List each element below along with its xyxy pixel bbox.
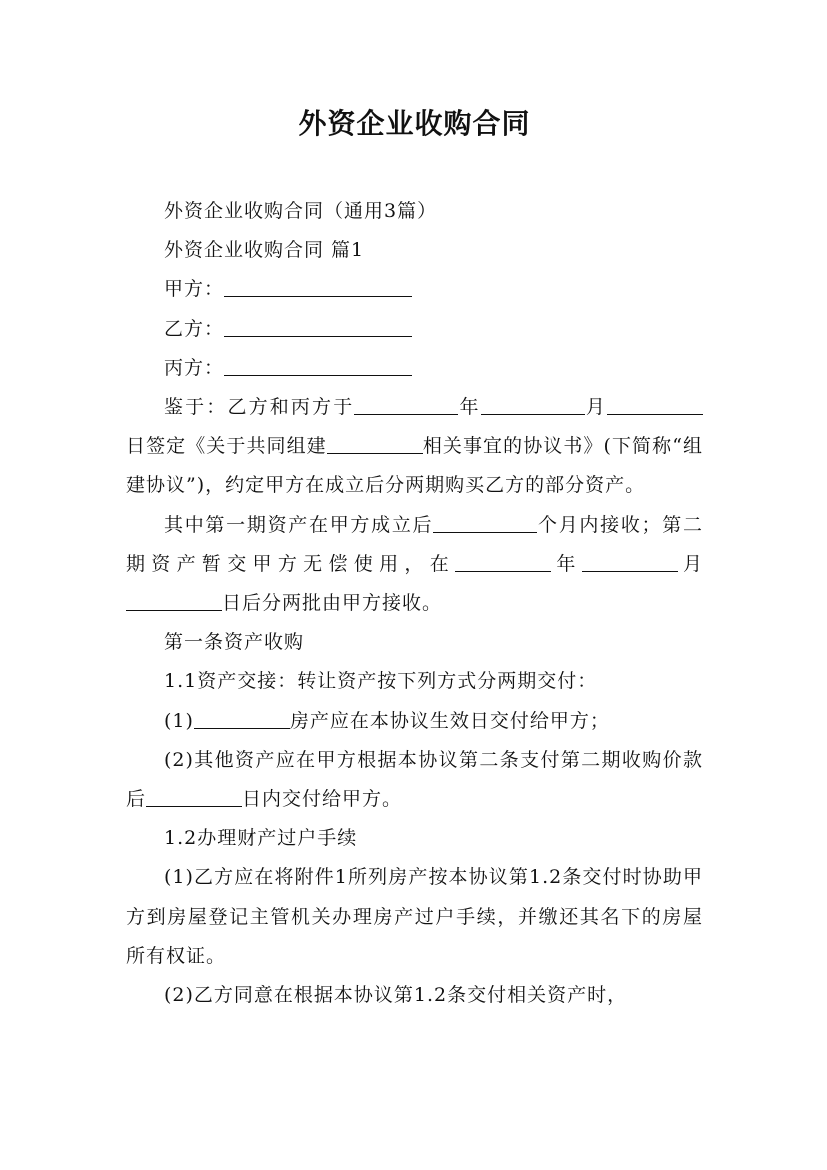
item-1-prefix: (1) xyxy=(164,709,194,732)
recital-text-5: 相关事宜的协议书》(下简称“组建协议”)，约定甲方在成立后分两期购买乙方的部分资产。 xyxy=(126,435,703,497)
item-2-text-1: (2)其他资产应在甲方根据本协议第二条支付第二期收购价款后 xyxy=(126,748,703,811)
item-2-text-2: 日内交付给甲方。 xyxy=(242,788,403,811)
party-b-line xyxy=(126,310,703,349)
paragraph-phases xyxy=(126,506,703,624)
party-a-label: 甲方： xyxy=(164,278,225,301)
item-1-blank xyxy=(194,708,290,729)
phases-text-1: 其中第一期资产在甲方成立后 xyxy=(164,513,434,536)
item-2-blank xyxy=(146,786,242,807)
phases-month-blank xyxy=(582,551,678,572)
article-1-heading: 第一条资产收购 xyxy=(164,631,305,654)
phases-text-3: 年 xyxy=(551,552,582,575)
phases-day-blank xyxy=(126,590,222,611)
paragraph-section-heading: 外资企业收购合同 篇1 xyxy=(164,239,365,262)
phases-text-5: 日后分两批由甲方接收。 xyxy=(222,592,443,615)
party-a-blank xyxy=(224,276,412,297)
document-title: 外资企业收购合同 xyxy=(298,107,531,140)
clause-1-2-item-2: (2)乙方同意在根据本协议第1.2条交付相关资产时， xyxy=(164,984,628,1007)
item-1-text: 房产应在本协议生效日交付给甲方； xyxy=(289,709,610,732)
recital-year-blank xyxy=(354,394,458,415)
paragraph-doc-subtitle: 外资企业收购合同（通用3篇） xyxy=(164,200,438,222)
paragraph-recital xyxy=(126,388,703,506)
party-c-line xyxy=(126,349,703,388)
party-b-label: 乙方： xyxy=(164,317,225,340)
clause-1-2-item-1: (1)乙方应在将附件1所列房产按本协议第1.2条交付时协助甲方到房屋登记主管机关办理房产过户手续，并缴还其名下的房屋所有权证。 xyxy=(126,866,703,967)
recital-text-4: 日签定《关于共同组建 xyxy=(126,435,327,458)
recital-text-1: 鉴于：乙方和丙方于 xyxy=(164,396,355,419)
recital-text-2: 年 xyxy=(458,396,481,419)
recital-project-blank xyxy=(327,433,423,454)
clause-1-1-item-1 xyxy=(126,702,703,741)
clause-1-2: 1.2办理财产过户手续 xyxy=(164,827,358,850)
party-c-label: 丙方： xyxy=(164,356,225,379)
recital-text-3: 月 xyxy=(584,396,607,419)
party-a-line xyxy=(126,270,703,309)
phases-months-blank xyxy=(433,512,537,533)
phases-text-2: 个月内接收；第二期资产暂交甲方无偿使用，在 xyxy=(126,513,703,575)
clause-1-1-item-2 xyxy=(126,741,703,819)
document-body xyxy=(126,192,703,1015)
recital-day-blank xyxy=(607,394,703,415)
party-b-blank xyxy=(224,316,412,337)
clause-1-1: 1.1资产交接：转让资产按下列方式分两期交付： xyxy=(164,670,598,693)
recital-month-blank xyxy=(481,394,585,415)
phases-year-blank xyxy=(455,551,551,572)
phases-text-4: 月 xyxy=(677,552,703,575)
party-c-blank xyxy=(224,355,412,376)
